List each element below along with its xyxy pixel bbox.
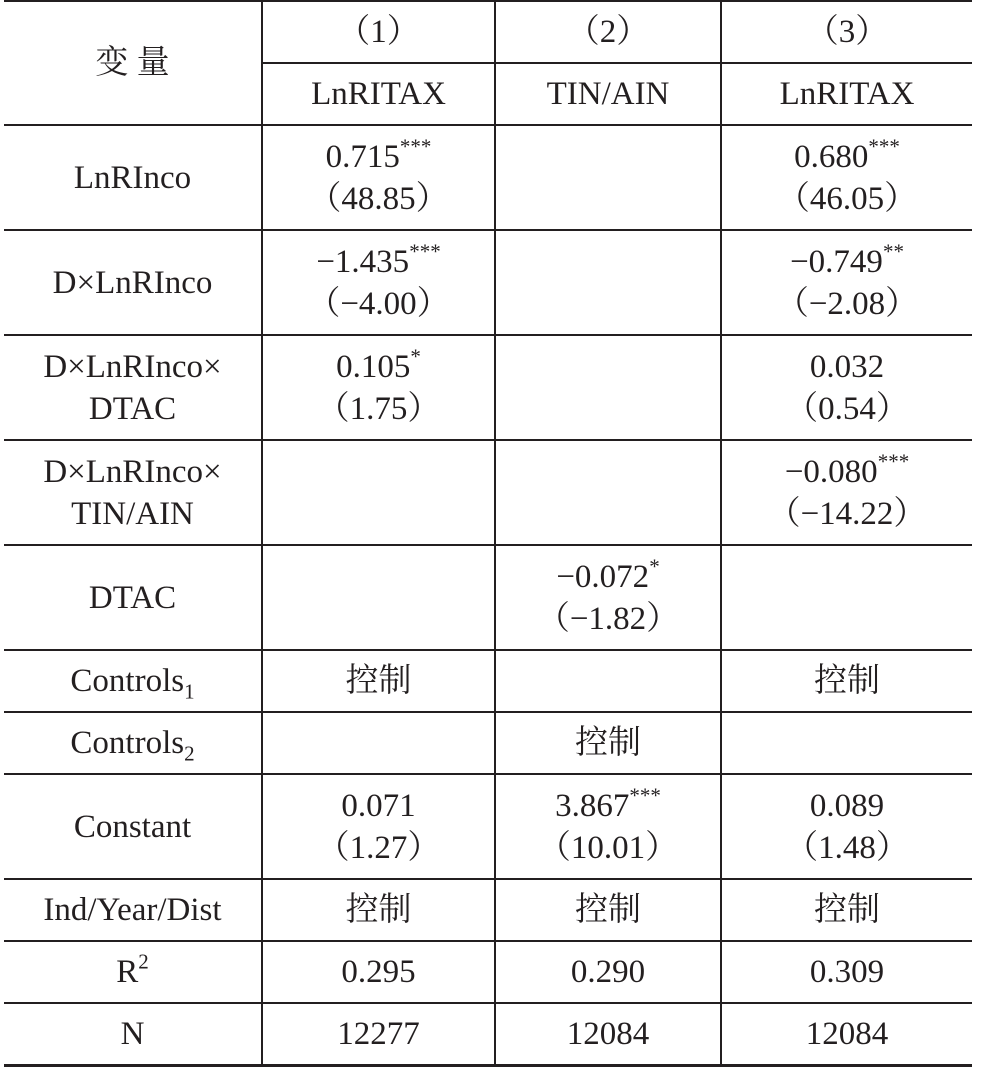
coef-cell <box>495 774 721 879</box>
coefficient <box>263 343 494 388</box>
coefficient <box>263 133 494 178</box>
significance-stars: *** <box>877 448 910 473</box>
coef-cell <box>262 230 495 335</box>
row-label-text: R <box>116 954 139 990</box>
coef-cell <box>495 335 721 440</box>
value-cell: 0.309 <box>721 941 972 1003</box>
t-statistic: （46.05） <box>776 180 918 217</box>
control-cell: 控制 <box>495 879 721 941</box>
t-statistic: （1.48） <box>785 829 909 866</box>
coef-value: 0.680 <box>794 138 869 175</box>
control-cell: 控制 <box>495 712 721 774</box>
table-row <box>4 335 972 440</box>
table-row <box>4 774 972 879</box>
row-label: D×LnRInco <box>4 230 262 335</box>
coef-cell <box>721 125 972 230</box>
dependent-var-1: LnRITAX <box>262 63 495 125</box>
regression-table <box>4 0 972 1067</box>
coef-cell <box>721 545 972 650</box>
control-cell: 控制 <box>262 650 495 712</box>
row-label-text: Controls <box>70 725 185 761</box>
row-label <box>4 712 262 774</box>
coefficient <box>263 238 494 283</box>
row-label <box>4 440 262 545</box>
t-statistic: （10.01） <box>537 829 679 866</box>
coef-value: −0.080 <box>784 453 878 490</box>
coef-cell <box>262 774 495 879</box>
significance-stars: *** <box>399 133 432 158</box>
table-row <box>4 125 972 230</box>
coef-cell <box>721 440 972 545</box>
coef-cell <box>495 125 721 230</box>
coefficient <box>722 448 972 493</box>
t-statistic: （0.54） <box>785 390 909 427</box>
coefficient <box>496 553 720 598</box>
dependent-var-2: TIN/AIN <box>495 63 721 125</box>
coefficient <box>722 238 972 283</box>
row-label <box>4 941 262 1003</box>
coef-cell <box>495 440 721 545</box>
coef-value: 3.867 <box>555 787 630 824</box>
row-label: DTAC <box>4 545 262 650</box>
coef-value: 0.715 <box>325 138 400 175</box>
table-row <box>4 1003 972 1066</box>
t-statistic: （1.27） <box>316 829 441 866</box>
significance-stars: *** <box>629 782 661 807</box>
coef-cell <box>262 440 495 545</box>
row-label-line-1: D×LnRInco× <box>43 453 222 490</box>
row-label-superscript: 2 <box>138 949 149 974</box>
t-statistic: （−14.22） <box>767 495 927 532</box>
coef-cell <box>262 125 495 230</box>
significance-stars: *** <box>409 238 441 263</box>
table-row <box>4 941 972 1003</box>
column-number-3: （3） <box>721 1 972 63</box>
t-statistic: （−1.82） <box>536 600 680 637</box>
row-label <box>4 650 262 712</box>
value-cell: 0.295 <box>262 941 495 1003</box>
significance-stars: *** <box>868 133 900 158</box>
coef-cell <box>721 774 972 879</box>
coef-cell <box>262 335 495 440</box>
table-row <box>4 545 972 650</box>
significance-stars: ** <box>882 238 904 263</box>
coef-cell <box>495 545 721 650</box>
control-cell <box>495 650 721 712</box>
coef-value: −0.072 <box>556 558 650 595</box>
control-cell: 控制 <box>721 879 972 941</box>
value-cell: 12277 <box>262 1003 495 1066</box>
row-label: Constant <box>4 774 262 879</box>
table-row <box>4 230 972 335</box>
row-label-line-2: DTAC <box>88 390 177 427</box>
coef-value: −0.749 <box>790 243 883 280</box>
value-cell: 12084 <box>721 1003 972 1066</box>
coefficient: 0.071 <box>341 787 416 824</box>
row-label-subscript: 2 <box>184 741 195 766</box>
variable-header: 变 量 <box>4 1 262 125</box>
coef-cell <box>721 335 972 440</box>
coef-value: 0.105 <box>336 348 411 385</box>
row-label: Ind/Year/Dist <box>4 879 262 941</box>
column-number-1: （1） <box>262 1 495 63</box>
column-number-2: （2） <box>495 1 721 63</box>
coefficient: 0.032 <box>809 348 885 385</box>
control-cell <box>262 712 495 774</box>
row-label-line-1: D×LnRInco× <box>43 348 222 385</box>
coef-cell <box>262 545 495 650</box>
control-cell <box>721 712 972 774</box>
t-statistic: （−2.08） <box>775 285 919 322</box>
coef-value: −1.435 <box>316 243 410 280</box>
value-cell: 0.290 <box>495 941 721 1003</box>
table-row <box>4 712 972 774</box>
row-label-line-2: TIN/AIN <box>71 495 194 532</box>
control-cell: 控制 <box>262 879 495 941</box>
row-label: N <box>4 1003 262 1066</box>
significance-stars: * <box>410 343 421 368</box>
row-label: LnRInco <box>4 125 262 230</box>
value-cell: 12084 <box>495 1003 721 1066</box>
t-statistic: （1.75） <box>316 390 441 427</box>
row-label-subscript: 1 <box>184 679 195 704</box>
coef-cell <box>721 230 972 335</box>
coefficient: 0.089 <box>809 787 885 824</box>
row-label-text: Controls <box>70 663 185 699</box>
t-statistic: （48.85） <box>308 180 449 217</box>
coefficient <box>496 782 720 827</box>
dependent-var-3: LnRITAX <box>721 63 972 125</box>
coef-cell <box>495 230 721 335</box>
significance-stars: * <box>649 553 660 578</box>
control-cell: 控制 <box>721 650 972 712</box>
table-row <box>4 440 972 545</box>
row-label <box>4 335 262 440</box>
table-row <box>4 650 972 712</box>
header-row-numbers <box>4 1 972 63</box>
t-statistic: （−4.00） <box>307 285 450 322</box>
coefficient <box>722 133 972 178</box>
table-row <box>4 879 972 941</box>
